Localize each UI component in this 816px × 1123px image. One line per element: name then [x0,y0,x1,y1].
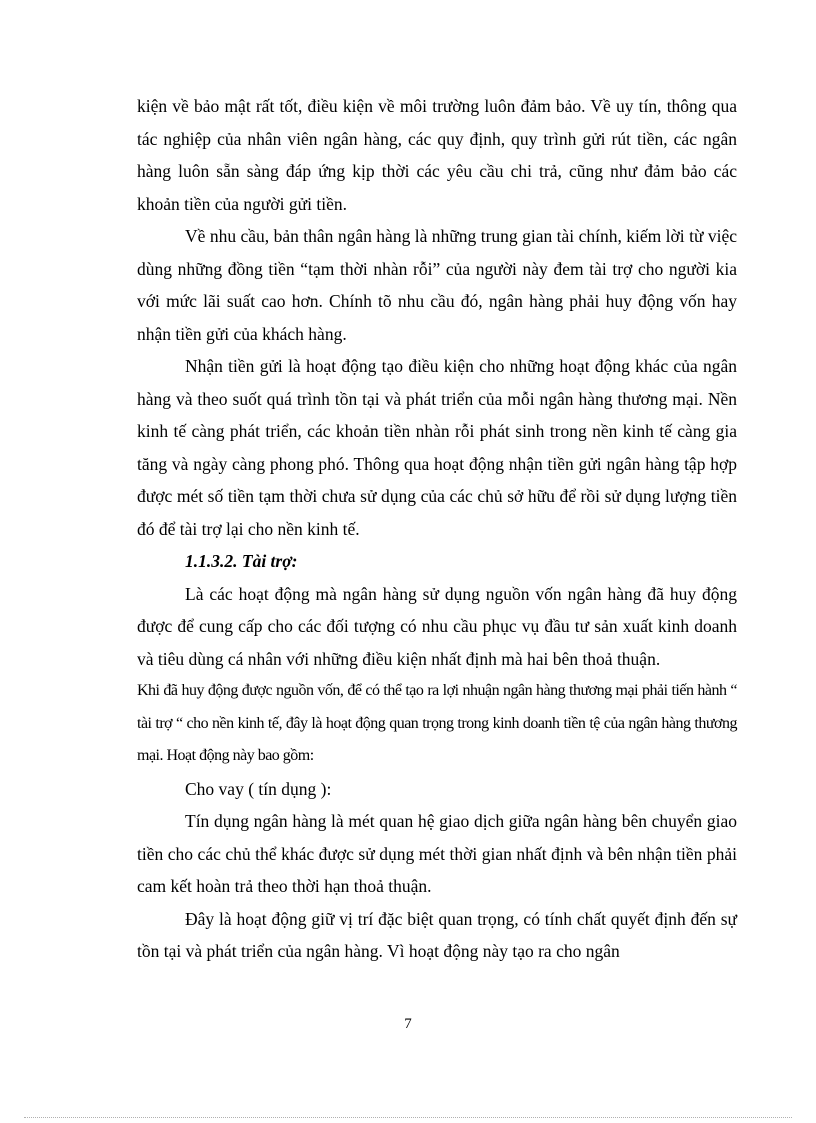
paragraph-7: Đây là hoạt động giữ vị trí đặc biệt quan trọng, có tính chất quyết định đến sự tồn tại và phát triển của ngân hàng. Vì hoạt động này tạo ra cho ngân [137,908,737,961]
paragraph-5: Khi đã huy động được nguồn vốn, để có thể tạo ra lợi nhuận ngân hàng thương mại phải tiến hành “ tài trợ “ cho nền kinh tế, đây là hoạt động quan trọng trong kinh doanh tiền tệ của ngân hàng thương mại. Hoạt động này bao gồm: [137,682,737,764]
paragraph-1: kiện về bảo mật rất tốt, điều kiện về môi trường luôn đảm bảo. Về uy tín, thông qua tác nghiệp của nhân viên ngân hàng, các quy định, quy trình gửi rút tiền, các ngân hàng luôn sẵn sàng đáp ứng kịp thời các yêu cầu chi trả, cũng như đảm bảo các khoản tiền của người gửi tiền. [137,96,737,214]
body-text [137,90,737,968]
paragraph-4: Là các hoạt động mà ngân hàng sử dụng nguồn vốn ngân hàng đã huy động được để cung cấp cho các đối tượng có nhu cầu phục vụ đầu tư sản xuất kinh doanh và tiêu dùng cá nhân với những điều kiện nhất định mà hai bên thoả thuận. [137,583,737,669]
paragraph-3: Nhận tiền gửi là hoạt động tạo điều kiện cho những hoạt động khác của ngân hàng và theo suốt quá trình tồn tại và phát triển của mỗi ngân hàng thương mại. Nền kinh tế càng phát triển, các khoản tiền nhàn rỗi phát sinh trong nền kinh tế càng gia tăng và ngày càng phong phó. Thông qua hoạt động nhận tiền gửi ngân hàng tập hợp được mét số tiền tạm thời chưa sử dụng của các chủ sở hữu để rồi sử dụng lượng tiền đó để tài trợ lại cho nền kinh tế. [137,356,737,539]
section-heading: 1.1.3.2. Tài trợ: [185,551,298,571]
paragraph-2: Về nhu cầu, bản thân ngân hàng là những trung gian tài chính, kiếm lời từ việc dùng những đồng tiền “tạm thời nhàn rỗi” của người này đem tài trợ cho người kia với mức lãi suất cao hơn. Chính tõ nhu cầu đó, ngân hàng phải huy động vốn hay nhận tiền gửi của khách hàng. [137,226,737,344]
footer-divider [24,1117,792,1118]
paragraph-6: Tín dụng ngân hàng là mét quan hệ giao dịch giữa ngân hàng bên chuyển giao tiền cho các chủ thể khác được sử dụng mét thời gian nhất định và bên nhận tiền phải cam kết hoàn trả theo thời hạn thoả thuận. [137,811,737,896]
subheading-credit: Cho vay ( tín dụng ): [185,778,332,799]
page-number: 7 [404,1016,412,1032]
